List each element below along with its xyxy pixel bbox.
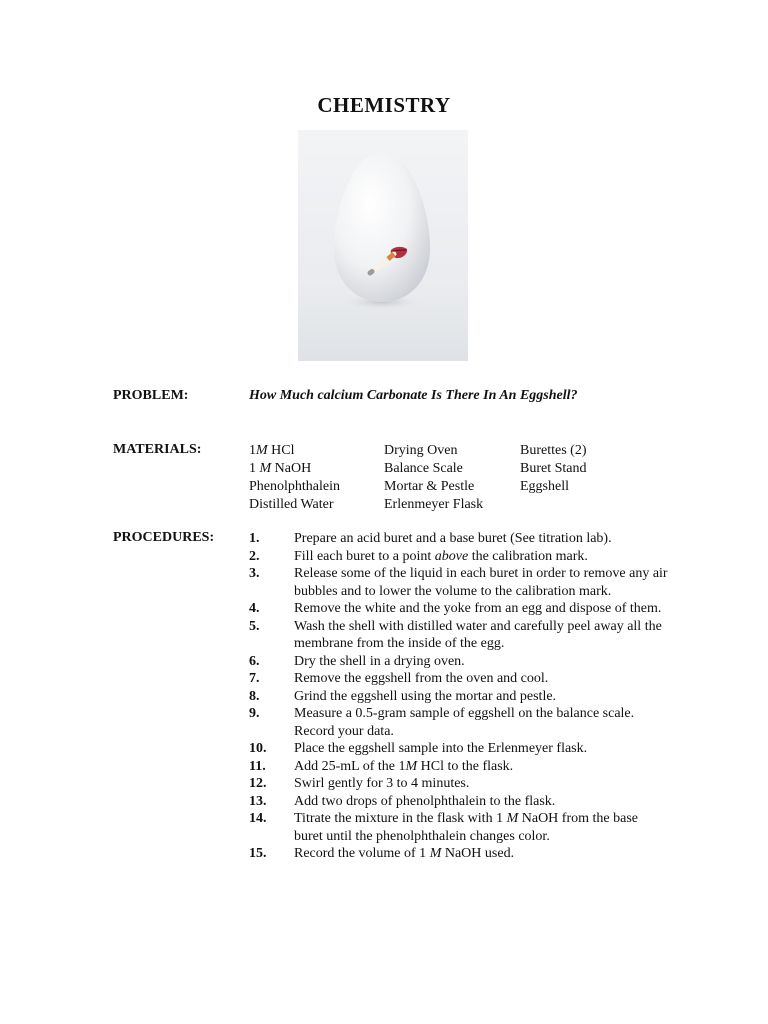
step-text: Wash the shell with distilled water and carefully peel away all the membrane from the inside of the egg. bbox=[294, 618, 662, 651]
step-number: 3. bbox=[249, 566, 260, 581]
step-text: Release some of the liquid in each buret in order to remove any air bubbles and to lower the volume to the calibration mark. bbox=[294, 566, 668, 599]
materials-column-2 bbox=[384, 442, 483, 514]
step-text: Record the volume of 1 M NaOH used. bbox=[294, 846, 515, 861]
materials-label: MATERIALS: bbox=[113, 442, 202, 457]
step-number: 14. bbox=[249, 811, 267, 826]
step-text: Dry the shell in a drying oven. bbox=[294, 653, 465, 669]
procedure-step bbox=[249, 688, 669, 706]
procedure-step bbox=[249, 705, 669, 740]
step-number: 4. bbox=[249, 601, 260, 616]
material-item: Mortar & Pestle bbox=[384, 479, 475, 494]
step-text: Prepare an acid buret and a base buret (See titration lab). bbox=[294, 531, 612, 546]
procedures-label: PROCEDURES: bbox=[113, 530, 215, 545]
material-item: 1M HCl bbox=[249, 443, 295, 458]
procedures-list bbox=[249, 530, 669, 863]
egg-with-lips-and-cigarette-photo bbox=[298, 130, 468, 361]
procedure-step bbox=[249, 600, 669, 618]
step-text: Titrate the mixture in the flask with 1 M NaOH from the base buret until the phenolphthalein changes color. bbox=[294, 811, 638, 844]
procedure-step bbox=[249, 793, 669, 811]
step-number: 7. bbox=[249, 671, 260, 686]
page-title: CHEMISTRY bbox=[317, 93, 451, 117]
problem-label: PROBLEM: bbox=[113, 388, 189, 403]
material-item: Drying Oven bbox=[384, 443, 458, 458]
step-number: 5. bbox=[249, 618, 260, 634]
step-number: 13. bbox=[249, 793, 267, 809]
egg-photo bbox=[298, 130, 468, 361]
problem-text: How Much calcium Carbonate Is There In An Eggshell? bbox=[249, 388, 578, 403]
procedure-step bbox=[249, 670, 669, 688]
material-item: Balance Scale bbox=[384, 461, 463, 476]
material-item: Eggshell bbox=[520, 479, 569, 494]
material-item: 1 M NaOH bbox=[249, 461, 312, 476]
step-number: 8. bbox=[249, 688, 260, 704]
procedure-step bbox=[249, 775, 669, 793]
material-item: Erlenmeyer Flask bbox=[384, 497, 484, 512]
procedure-step bbox=[249, 653, 669, 671]
materials-column-3 bbox=[520, 442, 587, 496]
step-text: Remove the eggshell from the oven and cool. bbox=[294, 671, 549, 686]
step-text: Grind the eggshell using the mortar and pestle. bbox=[294, 688, 557, 704]
procedure-step bbox=[249, 530, 669, 548]
procedure-step bbox=[249, 758, 669, 776]
step-text: Add two drops of phenolphthalein to the flask. bbox=[294, 793, 556, 809]
step-number: 15. bbox=[249, 846, 267, 861]
procedure-step bbox=[249, 565, 669, 600]
step-number: 1. bbox=[249, 531, 260, 546]
procedure-step bbox=[249, 810, 669, 845]
step-number: 11. bbox=[249, 758, 266, 774]
materials-column-1 bbox=[249, 442, 340, 514]
procedure-step bbox=[249, 618, 669, 653]
step-number: 12. bbox=[249, 776, 267, 791]
step-text: Place the eggshell sample into the Erlenmeyer flask. bbox=[294, 741, 588, 756]
step-number: 10. bbox=[249, 741, 267, 756]
step-text: Add 25-mL of the 1M HCl to the flask. bbox=[294, 758, 514, 774]
material-item: Burettes (2) bbox=[520, 443, 587, 458]
material-item: Distilled Water bbox=[249, 497, 334, 512]
step-number: 2. bbox=[249, 548, 260, 564]
step-text: Remove the white and the yoke from an egg and dispose of them. bbox=[294, 601, 662, 616]
step-text: Fill each buret to a point above the calibration mark. bbox=[294, 548, 588, 564]
material-item: Phenolphthalein bbox=[249, 479, 340, 494]
step-text: Measure a 0.5-gram sample of eggshell on the balance scale. Record your data. bbox=[294, 706, 635, 739]
material-item: Buret Stand bbox=[520, 461, 587, 476]
procedure-step bbox=[249, 548, 669, 566]
step-number: 6. bbox=[249, 653, 260, 669]
step-number: 9. bbox=[249, 706, 260, 721]
procedure-step bbox=[249, 740, 669, 758]
step-text: Swirl gently for 3 to 4 minutes. bbox=[294, 776, 470, 791]
procedure-step bbox=[249, 845, 669, 863]
